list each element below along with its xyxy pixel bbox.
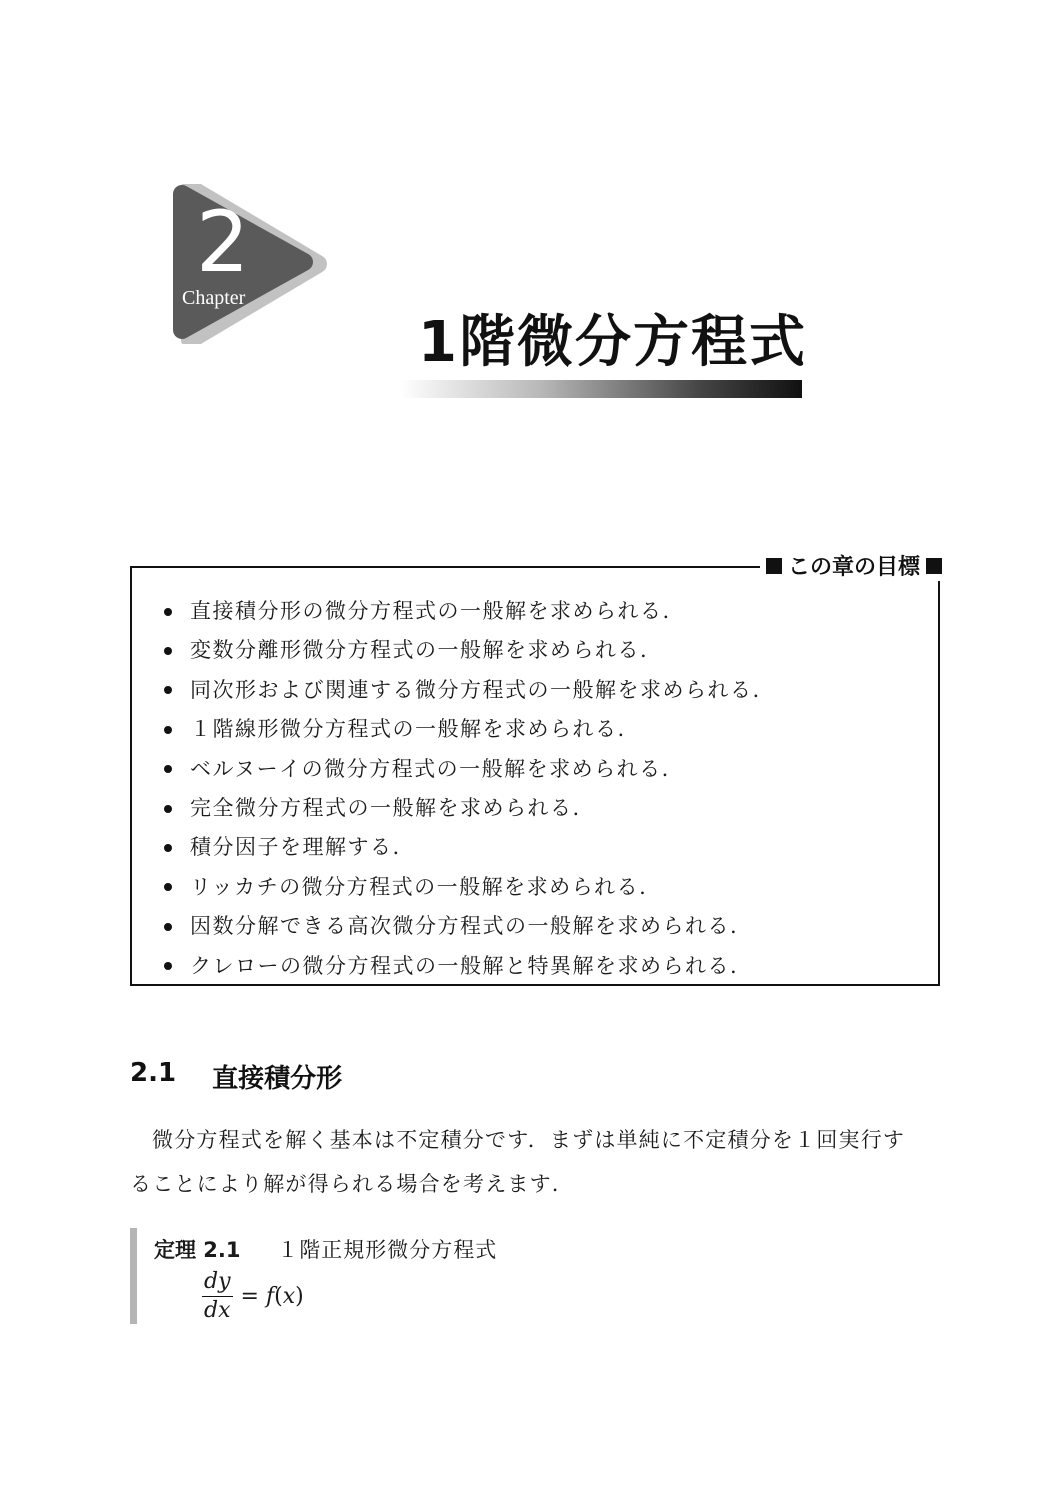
- square-icon: [926, 558, 942, 574]
- equation-rhs: [241, 1284, 304, 1309]
- theorem-equation: [202, 1270, 304, 1323]
- square-icon: [766, 558, 782, 574]
- fraction-numerator: dy: [202, 1270, 233, 1297]
- goal-item: [164, 671, 761, 710]
- chapter-title: 1階微分方程式: [418, 310, 807, 375]
- bullet-icon: [164, 805, 172, 813]
- theorem-name: １階正規形微分方程式: [277, 1238, 498, 1262]
- goals-header-label: この章の目標: [787, 555, 920, 580]
- goal-item: [164, 868, 761, 907]
- goal-text: 完全微分方程式の一般解を求められる.: [190, 795, 581, 820]
- title-underline-bar: [400, 380, 802, 398]
- goal-text: 直接積分形の微分方程式の一般解を求められる.: [190, 599, 671, 623]
- goals-header: [760, 550, 944, 581]
- goal-text: 因数分解できる高次微分方程式の一般解を求められる.: [190, 914, 739, 939]
- bullet-icon: [164, 686, 172, 694]
- goal-text: 積分因子を理解する.: [190, 835, 401, 860]
- goal-text: リッカチの微分方程式の一般解を求められる.: [190, 874, 648, 899]
- chapter-word: Chapter: [182, 287, 246, 309]
- goal-item: [164, 789, 761, 828]
- fraction-denominator: dx: [204, 1298, 231, 1324]
- goal-item: [164, 907, 761, 946]
- paragraph-line: 微分方程式を解く基本は不定積分です．まずは単純に不定積分を１回実行す: [152, 1128, 906, 1152]
- close-paren: ): [295, 1284, 304, 1310]
- theorem-heading: [154, 1234, 497, 1264]
- goal-text: 変数分離形微分方程式の一般解を求められる.: [190, 638, 649, 663]
- goal-text: 同次形および関連する微分方程式の一般解を求められる.: [190, 677, 761, 702]
- fraction: [202, 1270, 233, 1323]
- goal-text: クレローの微分方程式の一般解と特異解を求められる.: [190, 953, 739, 978]
- bullet-icon: [164, 962, 172, 970]
- bullet-icon: [164, 883, 172, 891]
- bullet-icon: [164, 844, 172, 852]
- theorem-label: 定理 2.1: [154, 1238, 241, 1262]
- goal-item: [164, 947, 761, 986]
- bullet-icon: [164, 726, 172, 734]
- function-name: f: [265, 1284, 275, 1310]
- open-paren: (: [274, 1284, 283, 1310]
- goal-item: [164, 828, 761, 867]
- paragraph-line: ることにより解が得られる場合を考えます.: [130, 1172, 560, 1196]
- variable: x: [282, 1284, 296, 1310]
- theorem-side-bar: [130, 1228, 137, 1324]
- body-paragraph: [130, 1118, 950, 1206]
- goal-item: [164, 750, 761, 789]
- section-title: 直接積分形: [212, 1064, 343, 1094]
- bullet-icon: [164, 765, 172, 773]
- goal-item: [164, 592, 761, 631]
- chapter-goals-box: [130, 555, 940, 986]
- goal-item: [164, 631, 761, 670]
- goal-item: [164, 710, 761, 749]
- section-number: 2.1: [130, 1058, 177, 1088]
- goals-list: [164, 592, 761, 986]
- section-heading: [130, 1058, 342, 1095]
- goal-text: １階線形微分方程式の一般解を求められる.: [190, 717, 626, 742]
- bullet-icon: [164, 923, 172, 931]
- equals-sign: =: [240, 1284, 259, 1310]
- goal-text: ベルヌーイの微分方程式の一般解を求められる.: [190, 756, 670, 781]
- theorem-block: [130, 1228, 730, 1324]
- bullet-icon: [164, 647, 172, 655]
- chapter-number: 2: [196, 193, 250, 291]
- bullet-icon: [164, 608, 172, 616]
